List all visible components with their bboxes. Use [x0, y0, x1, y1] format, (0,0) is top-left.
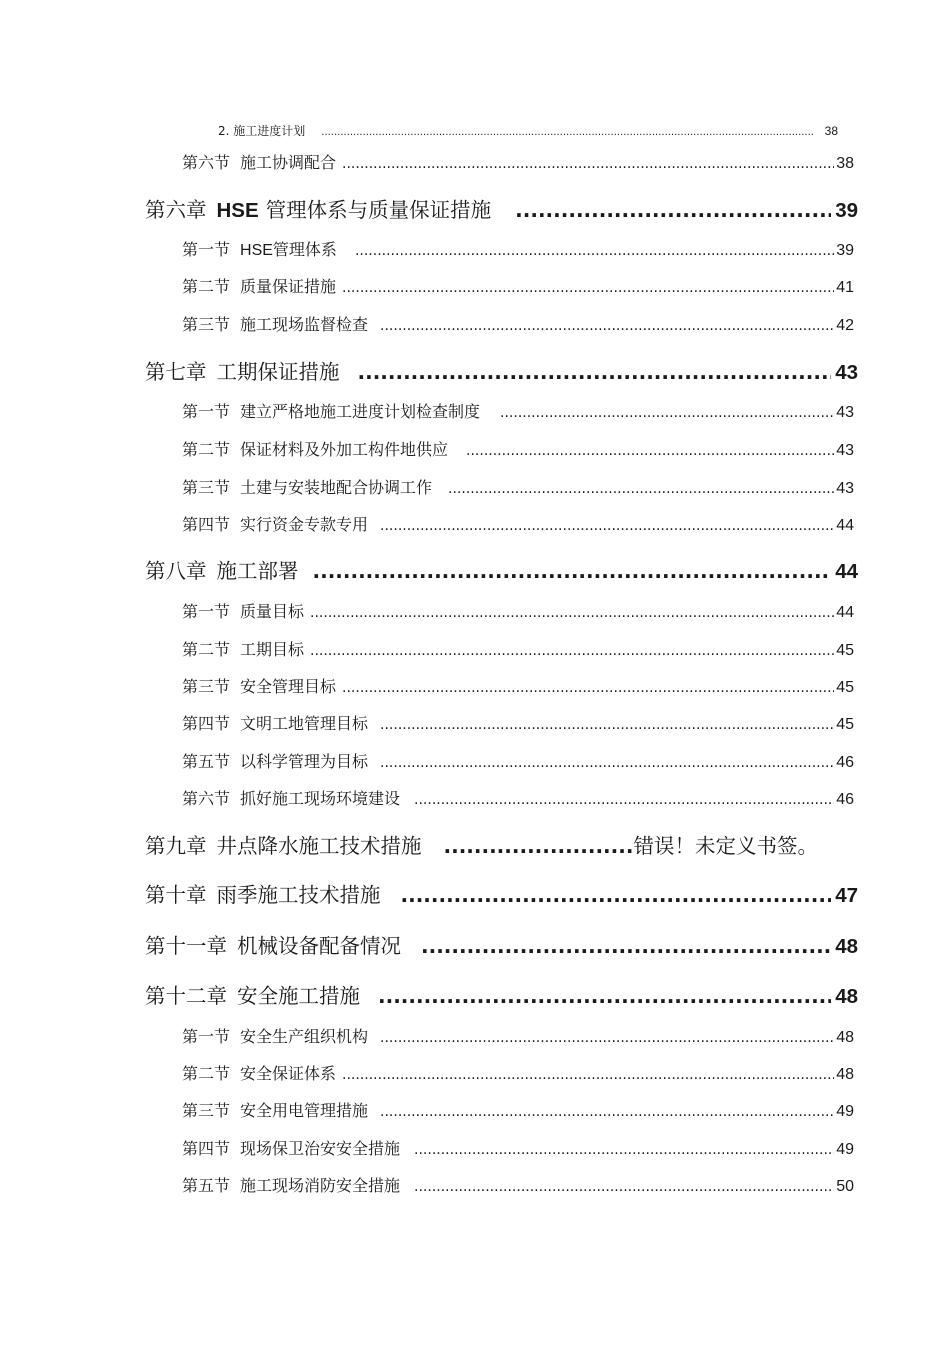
toc-entry-label: 雨季施工技术措施	[216, 883, 381, 907]
toc-chapter-prefix: 第八章	[145, 559, 207, 583]
toc-leader-dots	[414, 1179, 834, 1195]
toc-leader-dots	[310, 605, 834, 621]
toc-chapter-prefix: 第六章	[145, 198, 207, 222]
toc-page-number: 46	[836, 791, 854, 808]
toc-entry-label: 安全施工措施	[237, 984, 360, 1008]
toc-leader-dots	[380, 717, 834, 733]
toc-entry-label: 质量保证措施	[240, 277, 337, 296]
toc-page-number: 39	[835, 199, 858, 222]
toc-leader-dots	[358, 360, 832, 384]
toc-section-entry[interactable]	[182, 599, 854, 622]
toc-section-prefix: 第二节	[182, 440, 231, 459]
toc-section-entry[interactable]	[182, 437, 854, 460]
toc-chapter-entry[interactable]	[145, 878, 858, 908]
toc-section-prefix: 第四节	[182, 714, 231, 733]
toc-leader-dots	[380, 755, 834, 771]
toc-entry-label: 管理体系	[272, 240, 337, 259]
toc-chapter-entry[interactable]	[145, 979, 858, 1009]
toc-page-number: 43	[836, 480, 854, 497]
toc-entry-label: 保证材料及外加工构件地供应	[240, 440, 449, 459]
toc-page-number: 49	[836, 1141, 854, 1158]
toc-entry-label: 施工部署	[216, 559, 299, 583]
toc-section-prefix: 第一节	[182, 240, 231, 259]
toc-leader-dots	[313, 559, 832, 583]
toc-section-prefix: 第三节	[182, 1101, 231, 1120]
toc-entry-label: 施工现场消防安全措施	[240, 1176, 401, 1195]
toc-page-number: 47	[835, 884, 858, 907]
toc-section-entry[interactable]	[182, 786, 854, 809]
toc-leader-dots	[500, 405, 834, 421]
toc-entry-label: 安全管理目标	[240, 677, 337, 696]
toc-leader-dots	[380, 1104, 834, 1120]
toc-leader-dots	[444, 834, 634, 858]
toc-page-number: 46	[836, 754, 854, 771]
toc-leader-dots	[378, 984, 831, 1008]
toc-section-prefix: 第二节	[182, 1064, 231, 1083]
toc-entry-label: 施工现场监督检查	[240, 315, 369, 334]
toc-section-entry[interactable]	[182, 637, 854, 660]
toc-section-prefix: 第二节	[182, 277, 231, 296]
toc-leader-dots	[355, 243, 834, 259]
toc-entry-label: 机械设备配备情况	[237, 934, 401, 958]
toc-section-entry[interactable]	[182, 274, 854, 297]
toc-section-entry[interactable]	[182, 1024, 854, 1047]
toc-section-entry[interactable]	[182, 749, 854, 772]
toc-page-number: 45	[836, 716, 854, 733]
toc-entry-label: 实行资金专款专用	[240, 515, 369, 534]
toc-section-prefix: 第三节	[182, 478, 231, 497]
toc-leader-dots	[414, 1142, 834, 1158]
toc-chapter-prefix: 第十一章	[145, 934, 227, 958]
toc-section-prefix: 第三节	[182, 677, 231, 696]
toc-section-entry[interactable]	[182, 237, 854, 260]
toc-page-number: 48	[835, 985, 858, 1008]
toc-section-entry[interactable]	[182, 674, 854, 697]
toc-section-prefix: 第一节	[182, 402, 231, 421]
toc-entry-label: 质量目标	[240, 602, 305, 621]
toc-entry-label: 以科学管理为目标	[240, 752, 369, 771]
toc-leader-dots	[321, 127, 814, 138]
toc-leader-dots	[448, 481, 834, 497]
toc-section-entry[interactable]	[182, 512, 854, 535]
toc-leader-dots	[342, 680, 834, 696]
toc-section-prefix: 第四节	[182, 515, 231, 534]
toc-chapter-entry[interactable]	[145, 929, 858, 959]
toc-leader-dots	[342, 156, 834, 172]
toc-entry-label: 井点降水施工技术措施	[216, 834, 422, 858]
toc-section-entry[interactable]	[182, 1098, 854, 1121]
toc-section-prefix: 第六节	[182, 153, 231, 172]
toc-section-prefix: 第一节	[182, 1027, 231, 1046]
toc-leader-dots	[342, 1067, 834, 1083]
toc-section-prefix: 第一节	[182, 602, 231, 621]
toc-entry-label: 文明工地管理目标	[240, 714, 369, 733]
toc-entry-label: 安全保证体系	[240, 1064, 337, 1083]
toc-section-prefix: 第六节	[182, 789, 231, 808]
toc-entry-label: 土建与安装地配合协调工作	[240, 478, 433, 497]
toc-page-number: 48	[836, 1066, 854, 1083]
toc-leader-dots	[414, 792, 834, 808]
toc-leader-dots	[401, 883, 832, 907]
toc-chapter-prefix: 第七章	[145, 360, 207, 384]
toc-page-number: 38	[824, 124, 838, 138]
toc-entry-label: 建立严格地施工进度计划检查制度	[240, 402, 481, 421]
toc-page-number: 45	[836, 679, 854, 696]
toc-section-prefix: 第五节	[182, 1176, 231, 1195]
toc-entry-label: 工期目标	[240, 640, 305, 659]
toc-section-prefix: 第二节	[182, 640, 231, 659]
toc-section-entry[interactable]	[182, 1136, 854, 1159]
toc-entry-label: 工期保证措施	[216, 360, 340, 384]
toc-chapter-entry[interactable]	[145, 193, 858, 223]
toc-entry-label: 现场保卫治安安全措施	[240, 1139, 401, 1158]
toc-section-entry[interactable]	[182, 399, 854, 422]
toc-page-number: 45	[836, 642, 854, 659]
toc-entry-label-en: HSE	[240, 242, 273, 259]
toc-leader-dots	[380, 318, 834, 334]
toc-chapter-prefix: 第九章	[145, 834, 207, 858]
toc-section-entry[interactable]	[182, 475, 854, 498]
toc-entry-label: 安全生产组织机构	[240, 1027, 369, 1046]
toc-entry-label-en: HSE	[216, 199, 259, 222]
toc-entry-label: 施工协调配合	[240, 153, 337, 172]
toc-leader-dots	[466, 443, 834, 459]
toc-page-number: 44	[836, 604, 854, 621]
toc-leader-dots	[515, 198, 831, 222]
toc-section-entry[interactable]	[182, 711, 854, 734]
toc-section-entry[interactable]	[182, 1061, 854, 1084]
toc-section-entry[interactable]	[182, 1173, 854, 1196]
toc-chapter-prefix: 第十二章	[145, 984, 227, 1008]
toc-leader-dots	[421, 934, 831, 958]
toc-page-number: 43	[836, 442, 854, 459]
toc-page-number: 48	[835, 935, 858, 958]
toc-page-number: 38	[836, 155, 854, 172]
toc-entry-label: 管理体系与质量保证措施	[265, 198, 492, 222]
toc-entry-label: 安全用电管理措施	[240, 1101, 369, 1120]
toc-leader-dots	[380, 518, 834, 534]
toc-chapter-entry-error[interactable]	[145, 829, 858, 859]
toc-page-number: 49	[836, 1103, 854, 1120]
toc-page-number: 43	[836, 404, 854, 421]
toc-page-number: 44	[835, 560, 858, 583]
toc-entry-schedule-plan[interactable]	[218, 122, 838, 139]
toc-page-number: 42	[836, 317, 854, 334]
toc-chapter-entry[interactable]	[145, 554, 858, 584]
toc-entry-label: 2. 施工进度计划	[218, 124, 306, 138]
toc-section-prefix: 第三节	[182, 315, 231, 334]
toc-page-number: 44	[836, 517, 854, 534]
toc-section-prefix: 第四节	[182, 1139, 231, 1158]
toc-leader-dots	[380, 1030, 834, 1046]
toc-page-number: 48	[836, 1029, 854, 1046]
toc-page-number: 43	[835, 361, 858, 384]
toc-page-number: 39	[836, 242, 854, 259]
toc-chapter-entry[interactable]	[145, 355, 858, 385]
toc-section-entry[interactable]	[182, 150, 854, 173]
toc-section-entry[interactable]	[182, 312, 854, 335]
toc-page-number: 41	[836, 279, 854, 296]
toc-page-number: 50	[836, 1178, 854, 1195]
toc-bookmark-error: 错误！未定义书签。	[633, 834, 818, 858]
toc-leader-dots	[342, 280, 834, 296]
toc-entry-label: 抓好施工现场环境建设	[240, 789, 401, 808]
toc-section-prefix: 第五节	[182, 752, 231, 771]
toc-leader-dots	[310, 643, 834, 659]
toc-chapter-prefix: 第十章	[145, 883, 207, 907]
